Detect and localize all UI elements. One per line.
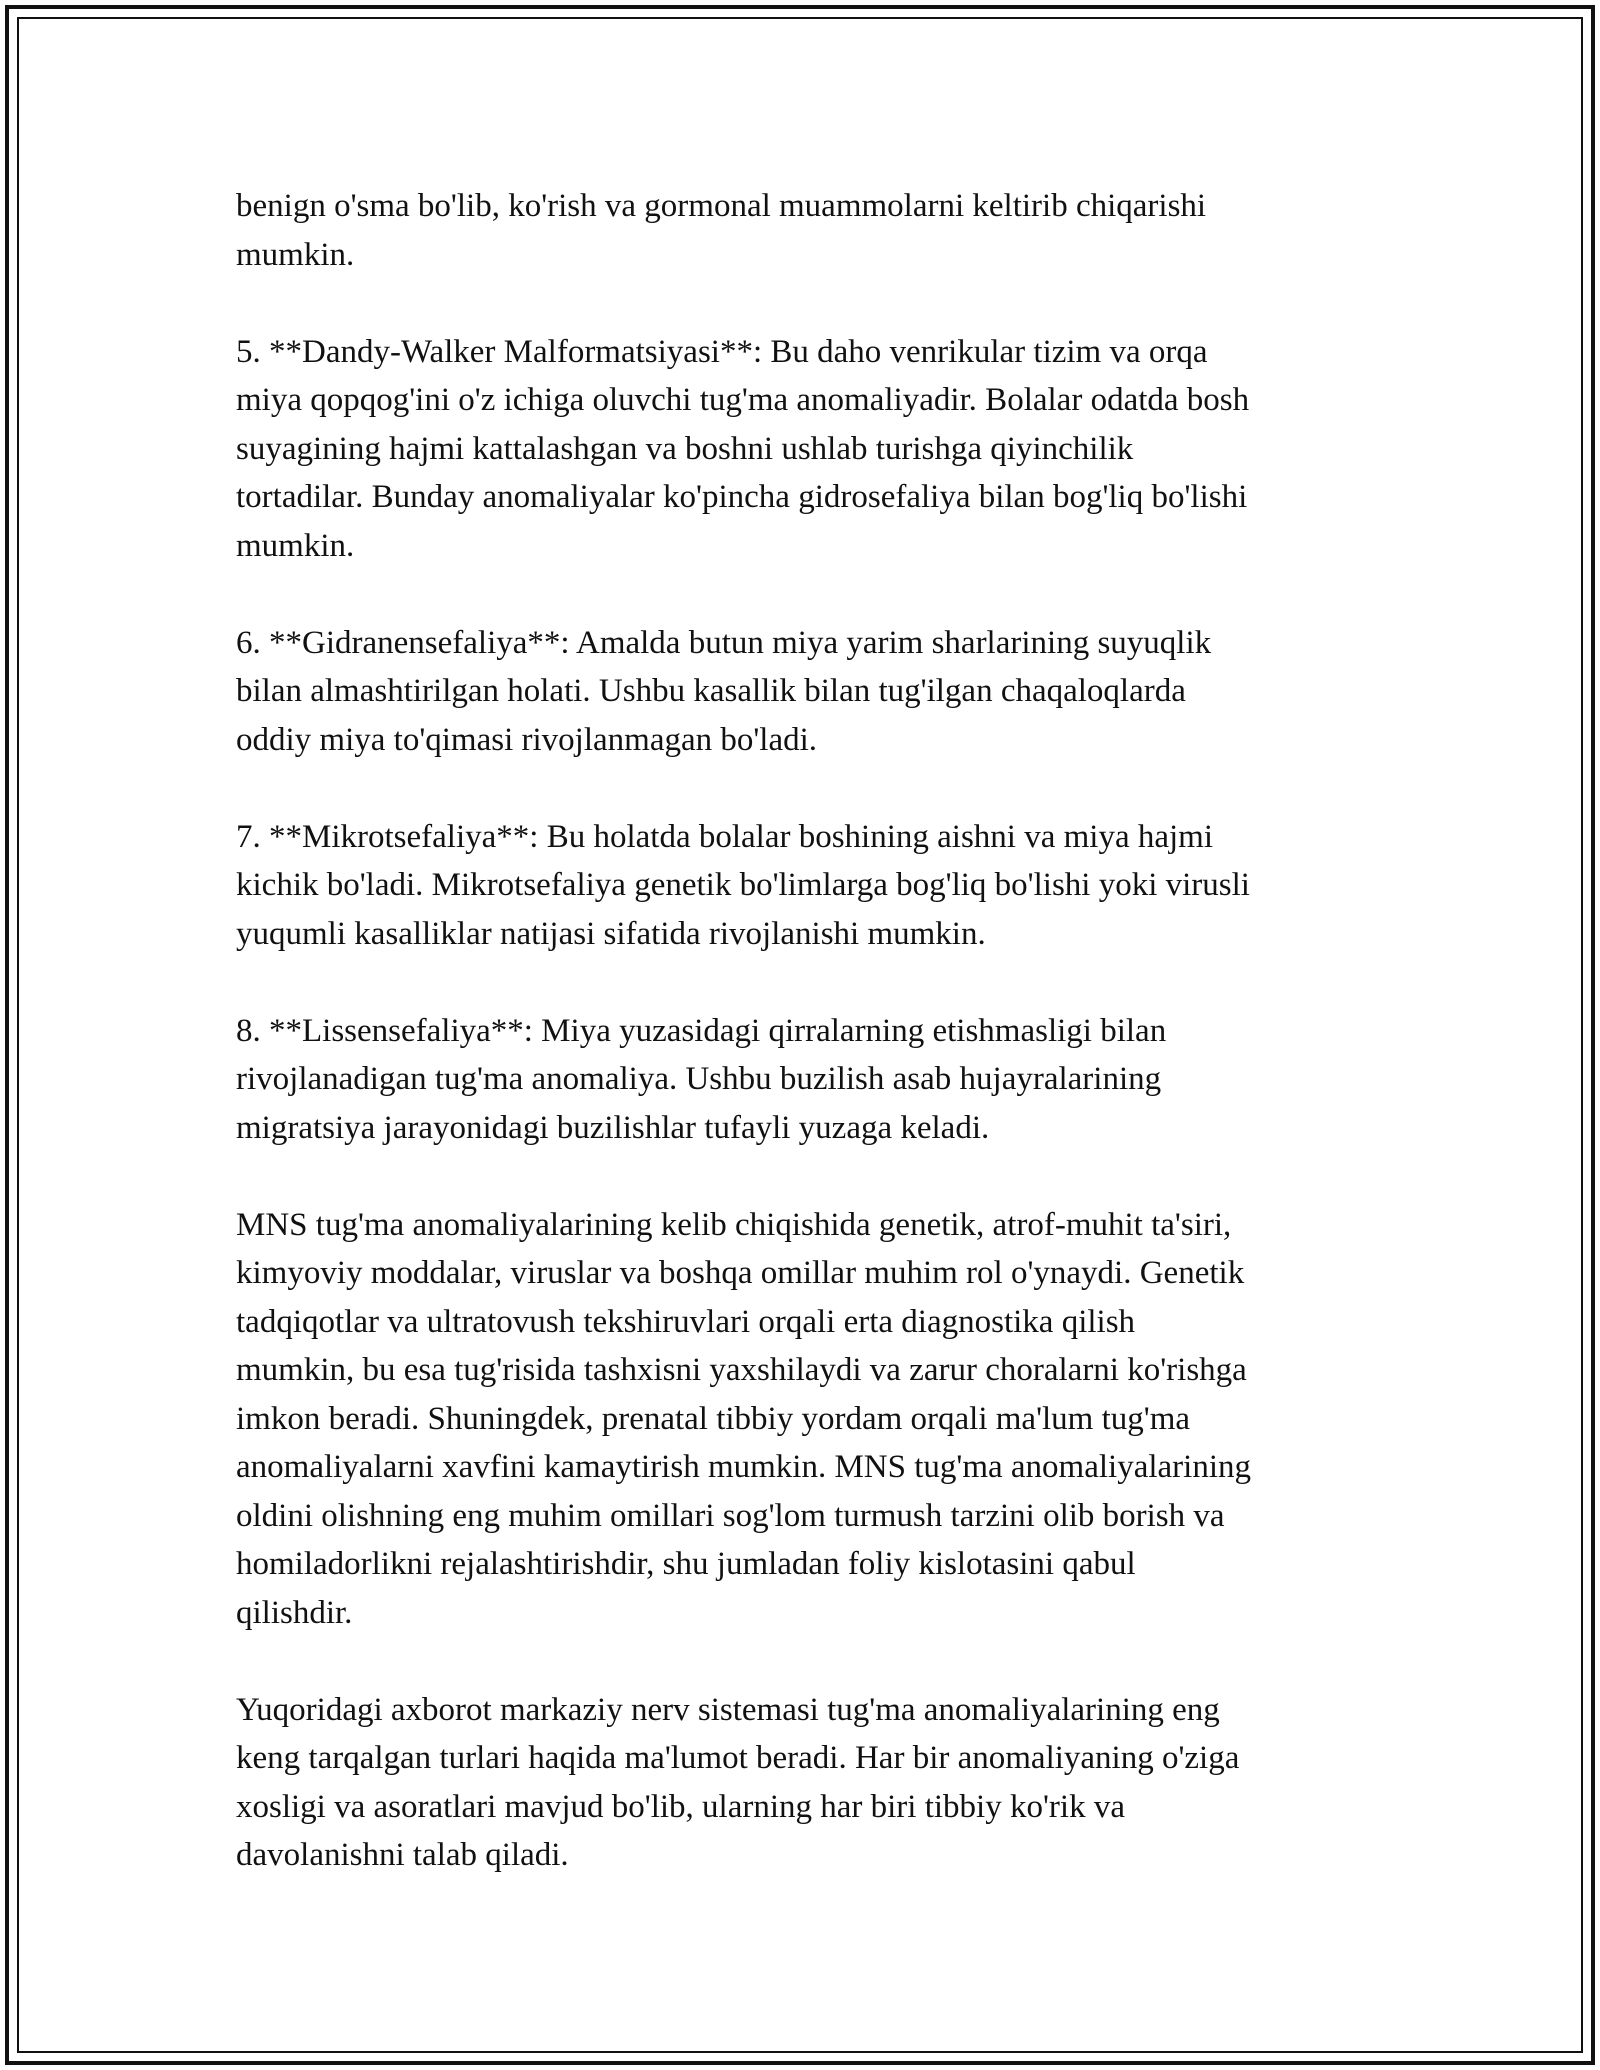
paragraph-3: 6. **Gidranensefaliya**: Amalda butun miya yarim sharlarining suyuqlik bilan almashtirilgan holati. Ushbu kasallik bilan tug'ilgan chaqaloqlarda oddiy miya to'qimasi rivojlanmagan bo'ladi. [236, 624, 1212, 758]
paragraph-4: 7. **Mikrotsefaliya**: Bu holatda bolalar boshining aishni va miya hajmi kichik bo'ladi. Mikrotsefaliya genetik bo'limlarga bog'liq bo'lishi yoki virusli yuqumli kasalliklar natijasi sifatida rivojlanishi mumkin. [236, 818, 1250, 952]
document-body [236, 182, 1376, 1880]
paragraph-6: MNS tug'ma anomaliyalarining kelib chiqishida genetik, atrof-muhit ta'siri, kimyoviy moddalar, viruslar va boshqa omillar muhim rol o'ynaydi. Genetik tadqiqotlar va ultratovush tekshiruvlari orqali erta diagnostika qilish mumkin, bu esa tug'risida tashxisni yaxshilaydi va zarur choralarni ko'rishga imkon beradi. Shuningdek, prenatal tibbiy yordam orqali ma'lum tug'ma anomaliyalarni xavfini kamaytirish mumkin. MNS tug'ma anomaliyalarining oldini olishning eng muhim omillari sog'lom turmush tarzini olib borish va homiladorlikni rejalashtirishdir, shu jumladan foliy kislotasini qabul qilishdir. [236, 1206, 1251, 1631]
paragraph-5: 8. **Lissensefaliya**: Miya yuzasidagi qirralarning etishmasligi bilan rivojlanadigan tug'ma anomaliya. Ushbu buzilish asab hujayralarining migratsiya jarayonidagi buzilishlar tufayli yuzaga keladi. [236, 1012, 1167, 1146]
paragraph-7: Yuqoridagi axborot markaziy nerv sistemasi tug'ma anomaliyalarining eng keng tarqalgan turlari haqida ma'lumot beradi. Har bir anomaliyaning o'ziga xosligi va asoratlari mavjud bo'lib, ularning har biri tibbiy ko'rik va davolanishni talab qiladi. [236, 1691, 1240, 1873]
paragraph-1: benign o'sma bo'lib, ko'rish va gormonal muammolarni keltirib chiqarishi mumkin. [236, 188, 1207, 273]
paragraph-2: 5. **Dandy-Walker Malformatsiyasi**: Bu daho venrikular tizim va orqa miya qopqog'ini o'z ichiga oluvchi tug'ma anomaliyadir. Bolalar odatda bosh suyagining hajmi kattalashgan va boshni ushlab turishga qiyinchilik tortadilar. Bunday anomaliyalar ko'pincha gidrosefaliya bilan bog'liq bo'lishi mumkin. [236, 333, 1250, 564]
